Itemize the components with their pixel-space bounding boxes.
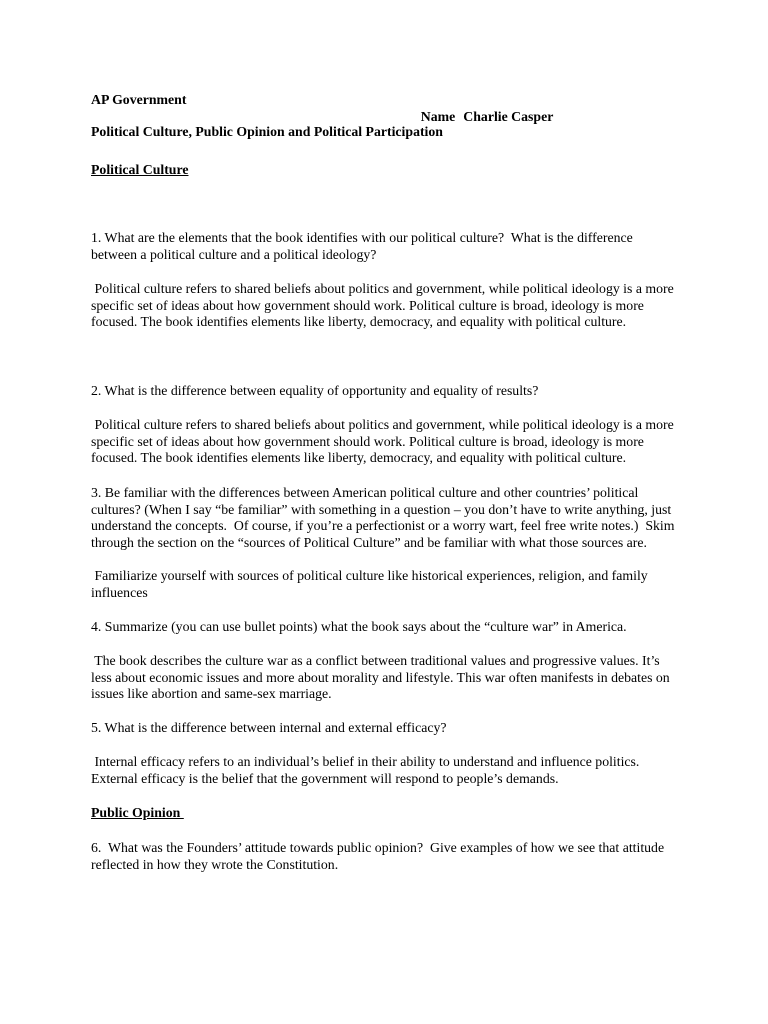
answer-line: focused. The book identifies elements like liberty, democracy, and equality with political culture. [91, 314, 627, 329]
answer-line: Familiarize yourself with sources of political culture like historical experiences, religion, and family [91, 568, 648, 583]
question-line: through the section on the “sources of Political Culture” and be familiar with what those sources are. [91, 534, 647, 550]
answer-line: specific set of ideas about how government should work. Political culture is broad, ideology is more [91, 297, 644, 313]
answer-line: Internal efficacy refers to an individual’s belief in their ability to understand and influence politics. [91, 754, 640, 769]
answer-line: specific set of ideas about how government should work. Political culture is broad, ideology is more [91, 433, 644, 449]
answer-line: The book describes the culture war as a conflict between traditional values and progressive values. It’s [91, 653, 660, 668]
section-heading-text: Public Opinion [91, 805, 184, 820]
answer-line: issues like abortion and same-sex marriage. [91, 686, 332, 701]
title-text: Political Culture, Public Opinion and Political Participation [91, 124, 443, 139]
answer-line: influences [91, 584, 148, 600]
question-3 [91, 485, 721, 551]
question-line: understand the concepts. Of course, if you’re a perfectionist or a worry wart, feel free write notes.) Skim [91, 518, 675, 533]
question-line: 3. Be familiar with the differences between American political culture and other countries’ political [91, 485, 639, 500]
student-name: Charlie Casper [463, 108, 554, 124]
name-label: Name [420, 108, 456, 124]
question-line: 1. What are the elements that the book identifies with our political culture? What is the difference [91, 230, 633, 245]
answer-line: focused. The book identifies elements like liberty, democracy, and equality with political culture. [91, 450, 627, 465]
question-line: cultures? (When I say “be familiar” with something in a question – you don’t have to write anything, just [91, 501, 672, 517]
question-line: between a political culture and a political ideology? [91, 246, 377, 262]
document-title [91, 124, 721, 141]
question-line: 6. What was the Founders’ attitude towards public opinion? Give examples of how we see that attitude [91, 840, 665, 855]
answer-5 [91, 754, 721, 787]
answer-1 [91, 281, 721, 331]
course-name: AP Government [91, 92, 187, 107]
question-line: 2. What is the difference between equality of opportunity and equality of results? [91, 383, 539, 398]
question-6 [91, 840, 721, 873]
question-line: 4. Summarize (you can use bullet points) what the book says about the “culture war” in America. [91, 619, 627, 634]
answer-3 [91, 568, 721, 601]
answer-4 [91, 653, 721, 703]
answer-line: External efficacy is the belief that the government will respond to people’s demands. [91, 770, 559, 786]
answer-line: less about economic issues and more about morality and lifestyle. This war often manifests in debates on [91, 669, 670, 685]
question-line: 5. What is the difference between internal and external efficacy? [91, 720, 447, 735]
answer-line: Political culture refers to shared beliefs about politics and government, while political ideology is a more [91, 417, 674, 432]
question-1 [91, 230, 721, 263]
question-line: reflected in how they wrote the Constitution. [91, 856, 339, 872]
section-heading-political-culture [91, 162, 721, 179]
question-4 [91, 619, 721, 636]
answer-2 [91, 417, 721, 467]
answer-line: Political culture refers to shared beliefs about politics and government, while political ideology is a more [91, 281, 674, 296]
section-heading-public-opinion [91, 805, 721, 822]
question-2 [91, 383, 721, 400]
section-heading-text: Political Culture [91, 162, 189, 177]
question-5 [91, 720, 721, 737]
